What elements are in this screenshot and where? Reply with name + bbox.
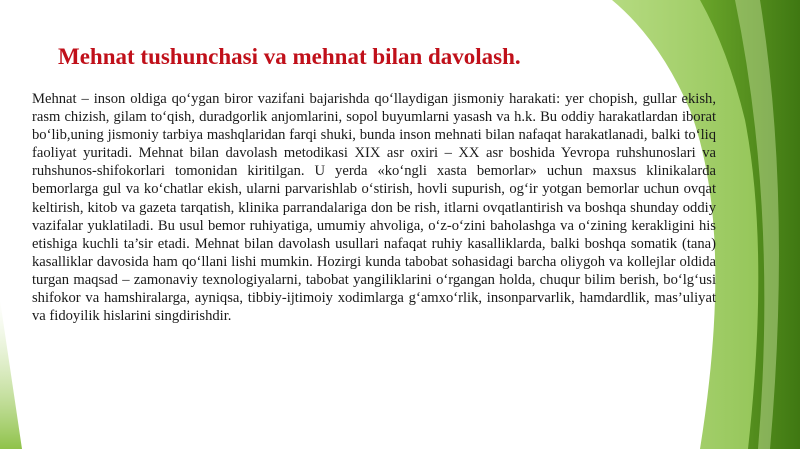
left-green-shape	[0, 300, 22, 449]
slide-title: Mehnat tushunchasi va mehnat bilan davolash.	[58, 44, 521, 69]
slide-body-text: Mehnat – inson oldiga qo‘ygan biror vazifani bajarishda qo‘llaydigan jismoniy harakati: yer chopish, gullar ekish, rasm chizish, gilam to‘qish, duradgorlik anjomlarini, sopol buyumlarni yasash va h.k. Bu oddiy harakatlardan iborat bo‘lib,uning jismoniy tarbiya mashqlaridan farqi shuki, bunda inson mehnati bilan nafaqat harakatlanadi, balki to‘liq faoliyat yuritadi. Mehnat bilan davolash metodikasi XIX asr oxiri – XX asr boshida Yevropa ruhshunoslari va ruhshunos-shifokorlari tomonidan kiritilgan. U yerda «ko‘ngli xasta bemorlar» uchun maxsus klinikalarda bemorlarga gul va ko‘chatlar ekish, ularni parvarishlab o‘stirish, hovli supurish, og‘ir yotgan bemorlar uchun ovqat keltirish, kitob va gazeta tarqatish, klinika parrandalariga don be rish, itlarni ovqatlantirish va boshqa shunday oddiy vazifalar yuklatiladi. Bu usul bemor ruhiyatiga, umumiy ahvoliga, o‘z-o‘zini baholashga va o‘zining kerakligini his etishiga kuchli ta’sir etadi. Mehnat bilan davolash usullari nafaqat ruhiy kasalliklarda, balki boshqa somatik (tana) kasalliklar davosida ham qo‘llani lishi mumkin. Hozirgi kunda tabobat sohasidagi barcha oliygoh va kollejlar oldida turgan maqsad – zamonaviy texnologiyalarni, tabobat yangiliklarini o‘rgangan holda, chuqur bilim berish, bo‘lg‘usi shifokor va hamshiralarga, ayniqsa, tibbiy-ijtimoiy xodimlarga g‘amxo‘rlik, insonparvarlik, hamdardlik, mas’uliyat va fidoyilik hislarini singdirishdir.	[32, 91, 716, 325]
